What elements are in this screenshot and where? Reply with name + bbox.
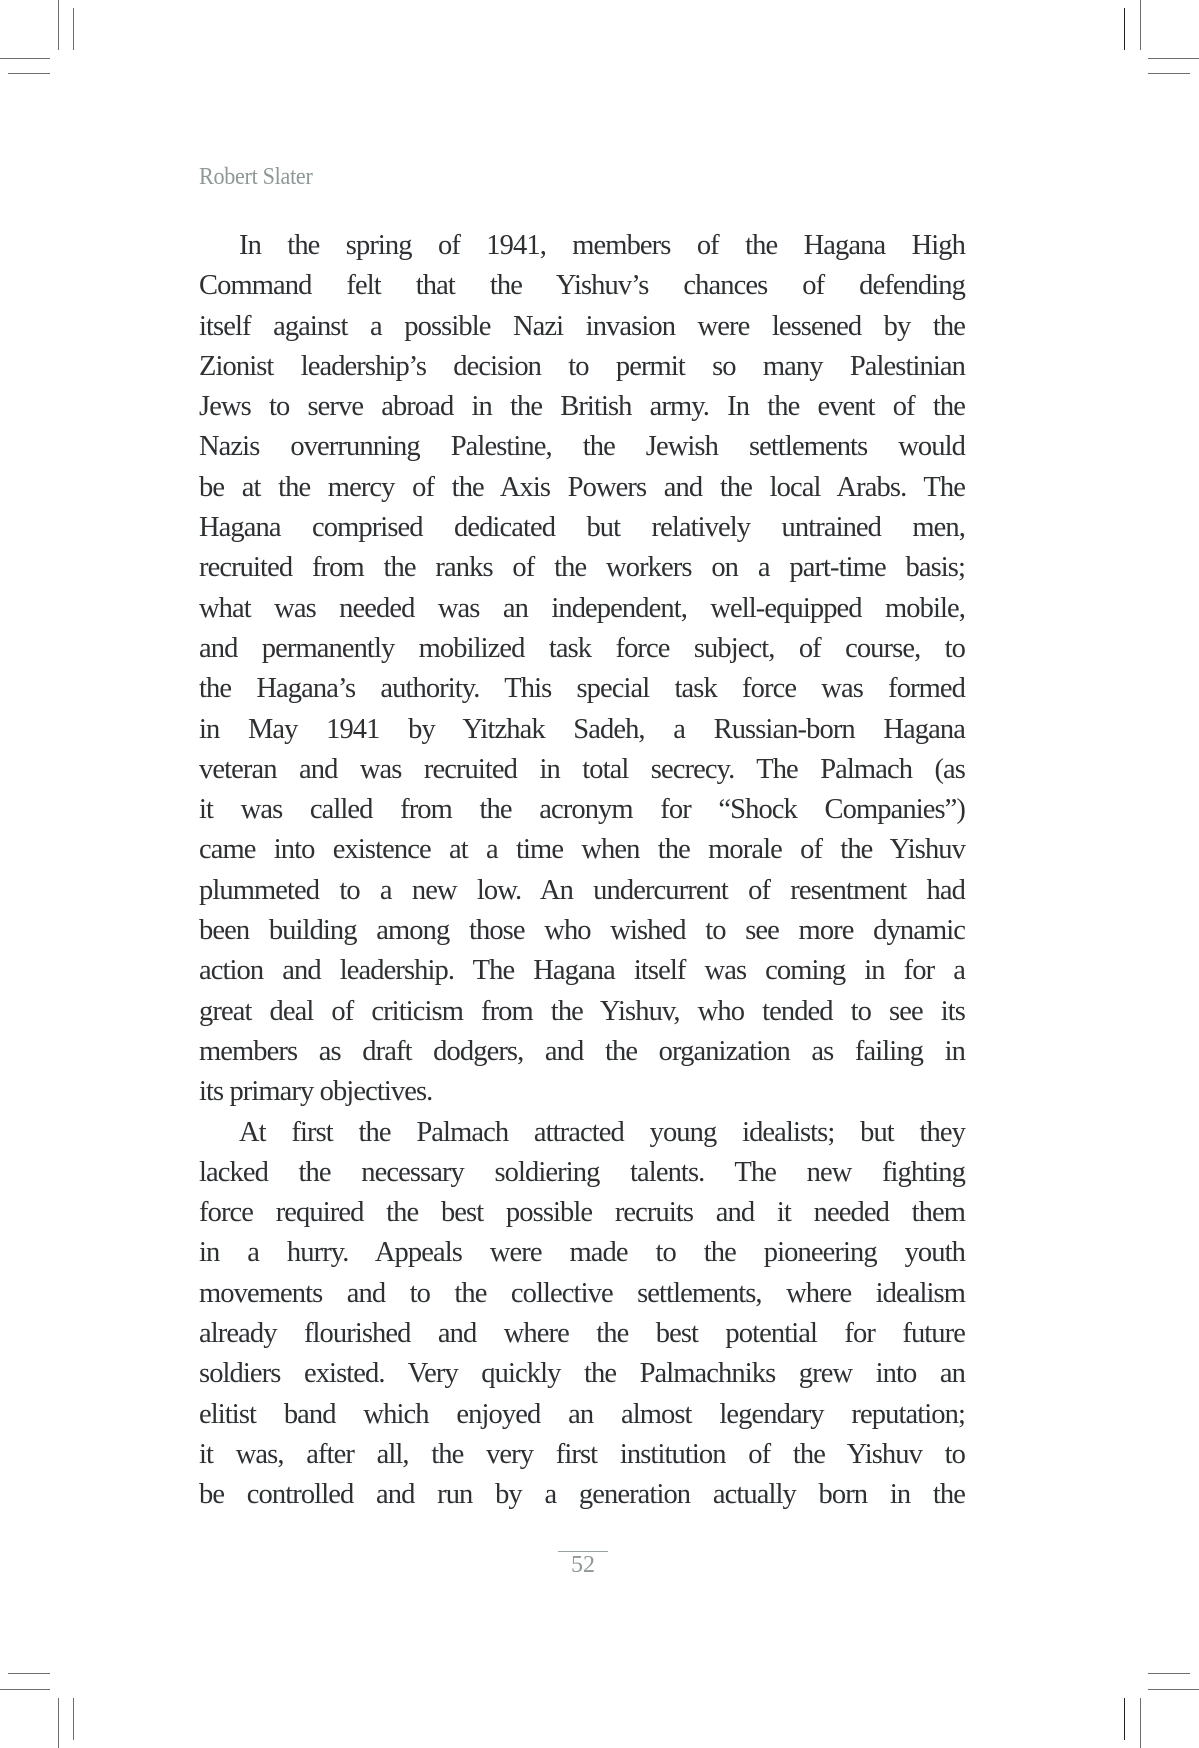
text-line-content: great deal of criticism from the Yishuv, who tended to see its (199, 995, 965, 1027)
text-line-content: elitist band which enjoyed an almost legendary reputation; (199, 1398, 965, 1430)
text-line-content: In the spring of 1941, members of the Hagana High (239, 230, 965, 261)
text-line (199, 307, 965, 347)
text-line (199, 951, 965, 991)
paragraph (199, 1113, 965, 1516)
text-line (199, 1233, 965, 1273)
crop-mark (1148, 58, 1199, 59)
text-line (199, 871, 965, 911)
text-line-content: action and leadership. The Hagana itself was coming in for a (199, 955, 965, 987)
text-line-content: members as draft dodgers, and the organization as failing in (199, 1035, 965, 1067)
crop-mark (1148, 73, 1190, 74)
text-line (199, 669, 965, 709)
text-line-content: and permanently mobilized task force subject, of course, to (199, 632, 965, 664)
text-line (199, 1354, 965, 1394)
text-line-content: what was needed was an independent, well-equipped mobile, (199, 592, 965, 624)
crop-mark (73, 8, 74, 50)
paragraph (199, 226, 965, 1113)
text-line-content: lacked the necessary soldiering talents. The new fighting (199, 1156, 965, 1188)
crop-mark (1140, 0, 1141, 50)
text-line (199, 710, 965, 750)
text-line (199, 1153, 965, 1193)
text-line (199, 1274, 965, 1314)
text-line (199, 1113, 965, 1153)
running-head: Robert Slater (199, 164, 313, 190)
text-line-content: Jews to serve abroad in the British army. In the event of the (199, 391, 965, 423)
text-line-content: its primary objectives. (199, 1076, 433, 1108)
crop-mark (1124, 8, 1125, 50)
text-line-content: itself against a possible Nazi invasion were lessened by the (199, 310, 965, 342)
text-line (199, 387, 965, 427)
crop-mark (0, 1689, 50, 1690)
text-line (199, 790, 965, 830)
crop-mark (0, 58, 50, 59)
text-line (199, 468, 965, 508)
crop-mark (1148, 1673, 1190, 1674)
crop-mark (1140, 1698, 1141, 1748)
text-line-content: in a hurry. Appeals were made to the pioneering youth (199, 1237, 965, 1269)
text-line-content: be controlled and run by a generation actually born in the (199, 1479, 965, 1511)
text-line (199, 1032, 965, 1072)
text-line-content: the Hagana’s authority. This special task force was formed (199, 673, 965, 705)
text-line (199, 750, 965, 790)
text-line-content: Zionist leadership’s decision to permit so many Palestinian (199, 350, 965, 382)
text-line-content: Command felt that the Yishuv’s chances of defending (199, 270, 965, 302)
text-line (199, 1193, 965, 1233)
text-line (199, 347, 965, 387)
text-line (199, 266, 965, 306)
page-number: 52 (571, 1552, 595, 1578)
text-line (199, 1314, 965, 1354)
text-line (199, 427, 965, 467)
text-line (199, 830, 965, 870)
text-line-content: veteran and was recruited in total secrecy. The Palmach (as (199, 753, 965, 785)
text-line (199, 226, 965, 266)
text-line-content: be at the mercy of the Axis Powers and the local Arabs. The (199, 471, 965, 503)
text-line-content: Hagana comprised dedicated but relatively untrained men, (199, 512, 965, 544)
text-line (199, 911, 965, 951)
text-line (199, 629, 965, 669)
text-line-content: came into existence at a time when the morale of the Yishuv (199, 834, 965, 866)
crop-mark (73, 1698, 74, 1740)
crop-mark (1148, 1689, 1199, 1690)
text-line-content: it was called from the acronym for “Shock Companies”) (199, 794, 965, 826)
text-line (199, 1475, 965, 1515)
text-line (199, 548, 965, 588)
text-line-content: been building among those who wished to see more dynamic (199, 915, 965, 947)
text-line (199, 992, 965, 1032)
text-line (199, 1072, 965, 1112)
body-text (199, 226, 965, 1516)
text-line-content: already flourished and where the best potential for future (199, 1318, 965, 1350)
text-line-content: soldiers existed. Very quickly the Palmachniks grew into an (199, 1358, 965, 1390)
crop-mark (8, 1673, 50, 1674)
text-line-content: force required the best possible recruits and it needed them (199, 1197, 965, 1229)
text-line-content: it was, after all, the very first institution of the Yishuv to (199, 1438, 965, 1470)
text-line-content: movements and to the collective settlements, where idealism (199, 1277, 965, 1309)
crop-mark (8, 73, 50, 74)
crop-mark (58, 0, 59, 50)
text-line (199, 1435, 965, 1475)
text-line (199, 589, 965, 629)
text-line-content: recruited from the ranks of the workers on a part-time basis; (199, 552, 965, 584)
text-line-content: At first the Palmach attracted young idealists; but they (239, 1116, 965, 1148)
crop-mark (1124, 1698, 1125, 1740)
text-line (199, 1395, 965, 1435)
text-line (199, 508, 965, 548)
crop-mark (58, 1698, 59, 1748)
text-line-content: in May 1941 by Yitzhak Sadeh, a Russian-born Hagana (199, 713, 965, 745)
text-line-content: Nazis overrunning Palestine, the Jewish settlements would (199, 431, 965, 463)
text-line-content: plummeted to a new low. An undercurrent of resentment had (199, 874, 965, 906)
